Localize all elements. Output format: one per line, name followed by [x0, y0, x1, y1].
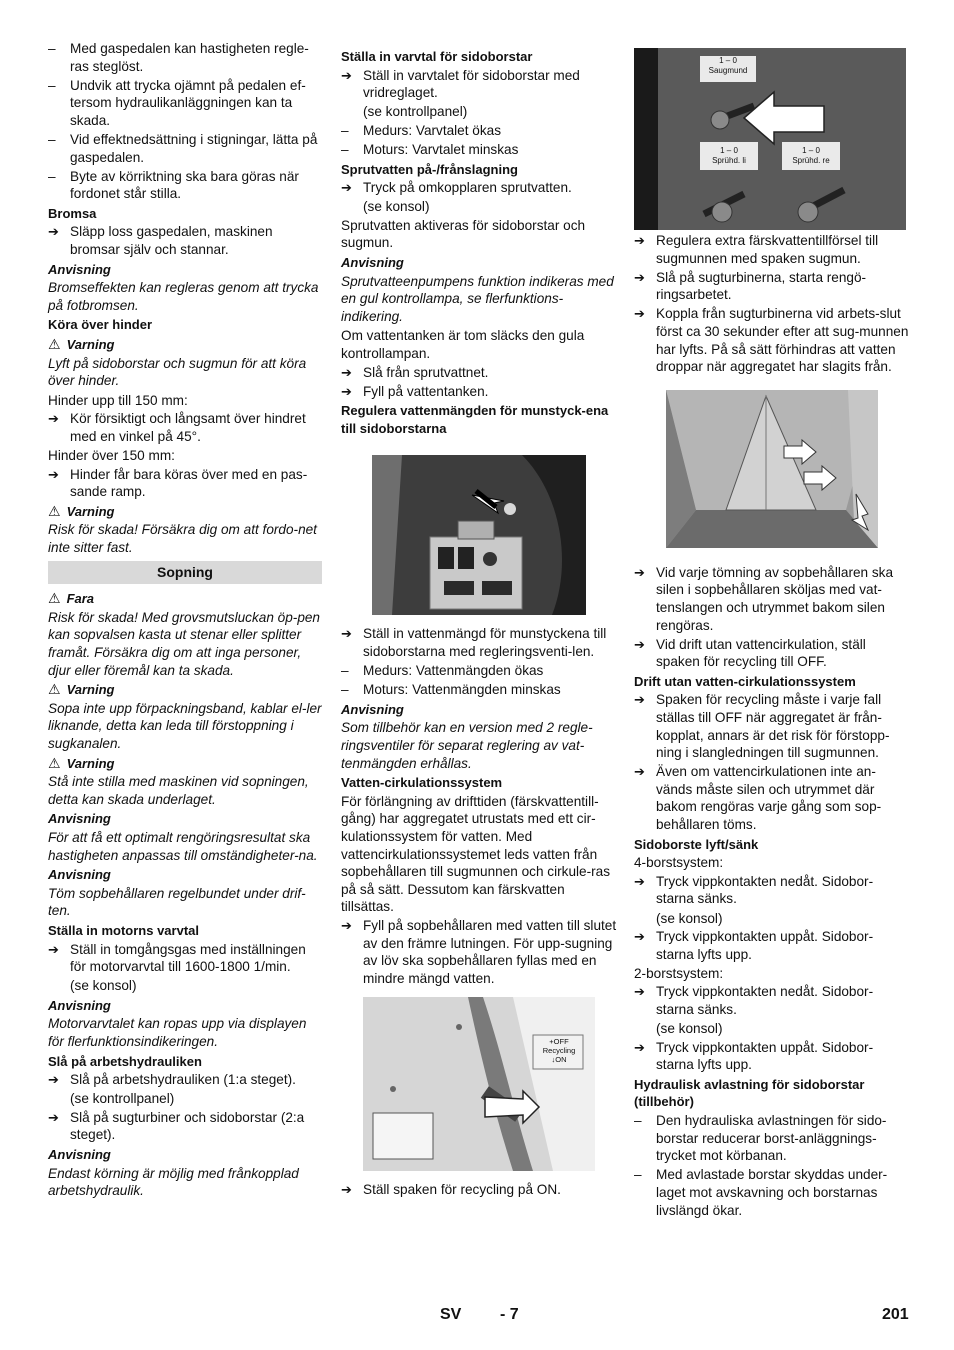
arrow-icon: ➔ [634, 929, 645, 945]
arrow-icon: ➔ [341, 180, 352, 196]
note-heading: Anvisning [341, 255, 404, 271]
warning-heading [48, 681, 322, 699]
note-heading: Anvisning [48, 867, 111, 883]
step-text: Hinder får bara köras över med en pas-sande ramp. [70, 466, 308, 500]
step-item [634, 983, 910, 1018]
arrow-icon: ➔ [341, 917, 352, 933]
arrow-icon: ➔ [341, 364, 352, 380]
step-text: Tryck vippkontakten uppåt. Sidobor-starna lyfts upp. [656, 1039, 874, 1073]
list-item: – Medurs: Varvtalet ökas [341, 122, 617, 140]
heading-motorns-varvtal: Ställa in motorns varvtal [48, 922, 199, 938]
step-item [634, 636, 910, 671]
list-item: – Medurs: Vattenmängden ökas [341, 662, 617, 680]
section-title-sopning: Sopning [48, 561, 322, 585]
step-text: Ställ in vattenmängd för munstyckena till sidoborstarna med regleringsventi-len. [363, 626, 607, 660]
reference-text: (se konsol) [656, 910, 723, 926]
heading-sprutvatten: Sprutvatten på-/frånslagning [341, 161, 518, 177]
step-text: Vid varje tömning av sopbehållaren ska silen i sopbehållaren sköljas med vat-tenslangen och utrymmet bakom silen rengöras. [656, 564, 894, 633]
label-number: 1 – 0 [719, 56, 737, 65]
reference-text: (se konsol) [363, 199, 430, 215]
arrow-icon: ➔ [634, 233, 645, 248]
list-item: – Med gaspedalen kan hastigheten regle-ras steglöst. [48, 40, 322, 75]
paragraph: Om vattentanken är tom släcks den gula kontrollampan. [341, 328, 585, 361]
label-recycling: Recycling [542, 1046, 576, 1056]
arrow-icon: ➔ [634, 873, 645, 889]
step-item [634, 928, 910, 963]
arrow-icon: ➔ [341, 67, 352, 83]
arrow-icon: ➔ [48, 466, 59, 482]
step-item [48, 223, 322, 258]
arrow-icon: ➔ [48, 411, 59, 427]
arrow-icon: ➔ [48, 1072, 59, 1088]
step-item [48, 466, 322, 501]
paragraph: Hinder över 150 mm: [48, 448, 175, 464]
warning-text: Lyft på sidoborstar och sugmun för att köra över hinder. [48, 355, 307, 389]
arrow-icon: ➔ [634, 564, 645, 580]
warning-label: Varning [66, 682, 115, 698]
photo-hopper-drawing [666, 390, 878, 548]
label-number: 1 – 0 [802, 146, 820, 155]
step-text: Tryck på omkopplaren sprutvatten. [363, 180, 572, 196]
warning-triangle-icon: ⚠ [48, 502, 61, 519]
warning-triangle-icon: ⚠ [48, 336, 61, 352]
footer-language: SV [440, 1306, 462, 1323]
step-text: Slå på sugturbiner och sidoborstar (2:a steget). [70, 1109, 305, 1143]
arrow-icon: ➔ [48, 224, 59, 240]
step-text: Vid drift utan vattencirkulation, ställ spaken för recycling till OFF. [656, 636, 866, 670]
column-2 [341, 46, 617, 1200]
heading-drift-utan-cirkulation: Drift utan vatten-cirkulationssystem [634, 673, 856, 689]
note-text: Som tillbehör kan en version med 2 regle-ringsventiler för separat reglering av vat-tenmängden erhållas. [341, 720, 593, 771]
paragraph: 4-borstsystem: [634, 855, 724, 871]
arrow-icon: ➔ [634, 1039, 645, 1055]
note-heading: Anvisning [48, 997, 111, 1013]
step-text: Släpp loss gaspedalen, maskinen bromsar själv och stannar. [70, 224, 273, 258]
step-text: Tryck vippkontakten uppåt. Sidobor-starna lyfts upp. [656, 929, 874, 962]
footer-local-page: - 7 [500, 1306, 519, 1323]
photo-hopper-sieve [666, 390, 878, 548]
photo-recycling-lever-drawing [363, 997, 595, 1171]
photo-label-recycling [535, 1037, 583, 1064]
paragraph: 2-borstsystem: [634, 965, 724, 981]
step-text: Slå på arbetshydrauliken (1:a steget). [70, 1072, 296, 1088]
note-text: Endast körning är möjlig med frånkopplad arbetshydraulik. [48, 1165, 299, 1199]
warning-text: Risk för skada! Försäkra dig om att fordo-net inte sitter fast. [48, 522, 317, 556]
step-text: Tryck vippkontakten nedåt. Sidobor-starna sänks. [656, 873, 874, 907]
column-3 [634, 48, 910, 1221]
list-item: – Den hydrauliska avlastningen för sido-borstar reducerar borst-anläggnings-trycket mot körbanan. [634, 1112, 910, 1165]
step-item [634, 873, 910, 908]
heading-vatten-cirkulationssystem: Vatten-cirkulationssystem [341, 775, 503, 791]
step-text: Spaken för recycling måste i varje fall ställas till OFF när aggregatet är från-kopplat, annars är det risk för förstopp-ning i slangledningen till sugmunnen. [656, 692, 890, 761]
step-item [341, 364, 617, 382]
lever-label-spruhd-re [782, 146, 840, 166]
list-item: – Undvik att trycka ojämnt på pedalen ef-tersom hydraulikanläggningen kan ta skada. [48, 77, 322, 130]
list-item: – Moturs: Varvtalet minskas [341, 141, 617, 159]
warning-triangle-icon: ⚠ [48, 681, 61, 698]
paragraph: Hinder upp till 150 mm: [48, 392, 188, 408]
photo-levers-panel [634, 48, 906, 230]
list-item: – Med avlastade borstar skyddas under-laget mot avskavning och borstarnas livslängd ökar. [634, 1166, 910, 1219]
note-text: Töm sopbehållaren regelbundet under drif-ten. [48, 885, 306, 919]
warning-label: Varning [66, 337, 115, 352]
heading-hydraulisk-avlastning: Hydraulisk avlastning för sidoborstar (tillbehör) [634, 1076, 865, 1110]
step-text: Tryck vippkontakten nedåt. Sidobor-starna sänks. [656, 984, 874, 1017]
warning-text: Stå inte stilla med maskinen vid sopningen, detta kan skada underlaget. [48, 774, 309, 807]
arrow-icon: ➔ [341, 383, 352, 399]
list-item: – Moturs: Vattenmängden minskas [341, 681, 617, 699]
step-text: Fyll på sopbehållaren med vatten till slutet av den främre lutningen. För upp-sugning av löv ska sopbehållaren fyllas med en mindre mängd vatten. [363, 917, 617, 986]
arrow-icon: ➔ [48, 1109, 59, 1125]
label-on: ↓ON [551, 1055, 567, 1065]
warning-label: Varning [66, 503, 115, 519]
reference-text: (se kontrollpanel) [70, 1091, 175, 1107]
note-heading: Anvisning [341, 701, 404, 717]
arrow-icon: ➔ [634, 636, 645, 652]
heading-bromsa: Bromsa [48, 205, 97, 221]
photo-regulating-valve [372, 455, 586, 615]
step-item [634, 269, 910, 304]
note-heading: Anvisning [48, 811, 111, 827]
reference-text: (se konsol) [656, 1021, 723, 1037]
step-item [634, 1039, 910, 1074]
arrow-icon: ➔ [48, 941, 59, 957]
step-item [341, 1181, 617, 1199]
note-heading: Anvisning [48, 1147, 111, 1163]
warning-label: Varning [66, 755, 115, 771]
heading-arbetshydrauliken: Slå på arbetshydrauliken [48, 1053, 202, 1069]
footer-page-number: 201 [882, 1306, 909, 1323]
step-text: Även om vattencirkulationen inte an-vänds måste silen och utrymmet där bakom rengöras varje gång som sop-behållaren töms. [656, 764, 882, 833]
step-item [341, 625, 617, 660]
arrow-icon: ➔ [634, 306, 645, 322]
step-text: Fyll på vattentanken. [363, 383, 489, 399]
photo-regulating-valve-drawing [372, 455, 586, 615]
step-text: Ställ in varvtalet för sidoborstar med vridreglaget. [363, 67, 580, 101]
note-heading: Anvisning [48, 261, 111, 277]
danger-label: Fara [66, 591, 95, 607]
label-number: 1 – 0 [720, 146, 738, 155]
photo-levers-drawing [634, 48, 906, 230]
list-item: – Byte av körriktning ska bara göras när fordonet står stilla. [48, 168, 322, 203]
step-item [634, 232, 910, 267]
step-item [48, 941, 322, 976]
arrow-icon: ➔ [341, 1182, 352, 1198]
paragraph: För förlängning av drifttiden (färskvattentill-gång) har aggregatet utrustats med ett cir-kulationssystem för vatten. Med vattencirkulationssystemet leds vatten från sopbehållaren till sugmunnen och cirkule-ras på så sätt. Dessutom kan färskvatten tillsättas. [341, 793, 611, 915]
label-text: Saugmund [708, 66, 748, 75]
step-item [341, 67, 617, 102]
step-text: Ställ spaken för recycling på ON. [363, 1182, 561, 1198]
list-item: – Vid effektnedsättning i stigningar, lätta på gaspedalen. [48, 131, 322, 166]
reference-text: (se kontrollpanel) [363, 104, 468, 120]
step-item [341, 383, 617, 401]
heading-sidoborste-lyft-sank: Sidoborste lyft/sänk [634, 836, 759, 852]
label-text: Sprühd. li [712, 156, 746, 165]
arrow-icon: ➔ [634, 984, 645, 1000]
step-item [341, 917, 617, 987]
lever-label-saugmund [700, 56, 756, 76]
arrow-icon: ➔ [634, 764, 645, 780]
danger-text: Risk för skada! Med grovsmutsluckan öp-pen kan sopvalsen kasta ut stenar eller splitter framåt. Försäkra dig om att inga personer, djur eller föremål kan ta skada. [48, 609, 320, 678]
step-item [634, 564, 910, 634]
warning-heading [48, 503, 322, 521]
label-off: +OFF [549, 1037, 569, 1047]
step-item [634, 763, 910, 833]
step-item [48, 1109, 322, 1144]
step-text: Slå på sugturbinerna, starta rengö-ringsarbetet. [656, 269, 867, 303]
step-item [48, 410, 322, 445]
step-text: Regulera extra färskvattentillförsel till sugmunnen med spaken sugmun. [656, 233, 879, 266]
step-item [341, 179, 617, 197]
danger-heading [48, 590, 322, 608]
paragraph: Sprutvatten aktiveras för sidoborstar och sugmun. [341, 217, 586, 251]
warning-triangle-icon: ⚠ [48, 754, 61, 771]
step-text: Slå från sprutvattnet. [363, 364, 489, 380]
arrow-icon: ➔ [634, 692, 645, 708]
label-text: Sprühd. re [792, 156, 830, 165]
heading-varvtal-sidoborstar: Ställa in varvtal för sidoborstar [341, 49, 533, 64]
step-text: Ställ in tomgångsgas med inställningen för motorvarvtal till 1600-1800 1/min. [70, 941, 306, 975]
step-item [634, 691, 910, 761]
note-text: För att få ett optimalt rengöringsresultat ska hastigheten anpassas till omständigheter-na. [48, 829, 318, 863]
step-text: Koppla från sugturbinerna vid arbets-slut först ca 30 sekunder efter att sug-munnen har lyfts. På så sätt förhindras att vatten droppar när aggregatet har slagits från. [656, 306, 909, 375]
heading-kora-over-hinder: Köra över hinder [48, 317, 153, 333]
photo-recycling-lever [363, 997, 595, 1171]
warning-heading [48, 336, 322, 354]
note-text: Sprutvatteenpumpens funktion indikeras med en gul kontrollampa, se flerfunktions-indikering. [341, 273, 614, 324]
warning-text: Sopa inte upp förpackningsband, kablar el-ler liknande, detta kan leda till förstoppning i sugkanalen. [48, 700, 322, 751]
reference-text: (se konsol) [70, 978, 137, 994]
note-text: Bromseffekten kan regleras genom att trycka på fotbromsen. [48, 280, 319, 313]
step-item [48, 1071, 322, 1089]
step-text: Kör försiktigt och långsamt över hindret med en vinkel på 45°. [70, 411, 306, 444]
arrow-icon: ➔ [341, 626, 352, 642]
step-item [634, 305, 910, 375]
note-text: Motorvarvtalet kan ropas upp via displayen för flerfunktionsindikeringen. [48, 1016, 307, 1049]
column-1 [48, 40, 322, 1202]
heading-regulera-vattenmangd: Regulera vattenmängden för munstyck-ena till sidoborstarna [341, 403, 609, 436]
arrow-icon: ➔ [634, 269, 645, 285]
warning-heading [48, 755, 322, 773]
warning-triangle-icon: ⚠ [48, 590, 61, 607]
lever-label-spruhd-li [700, 146, 758, 166]
